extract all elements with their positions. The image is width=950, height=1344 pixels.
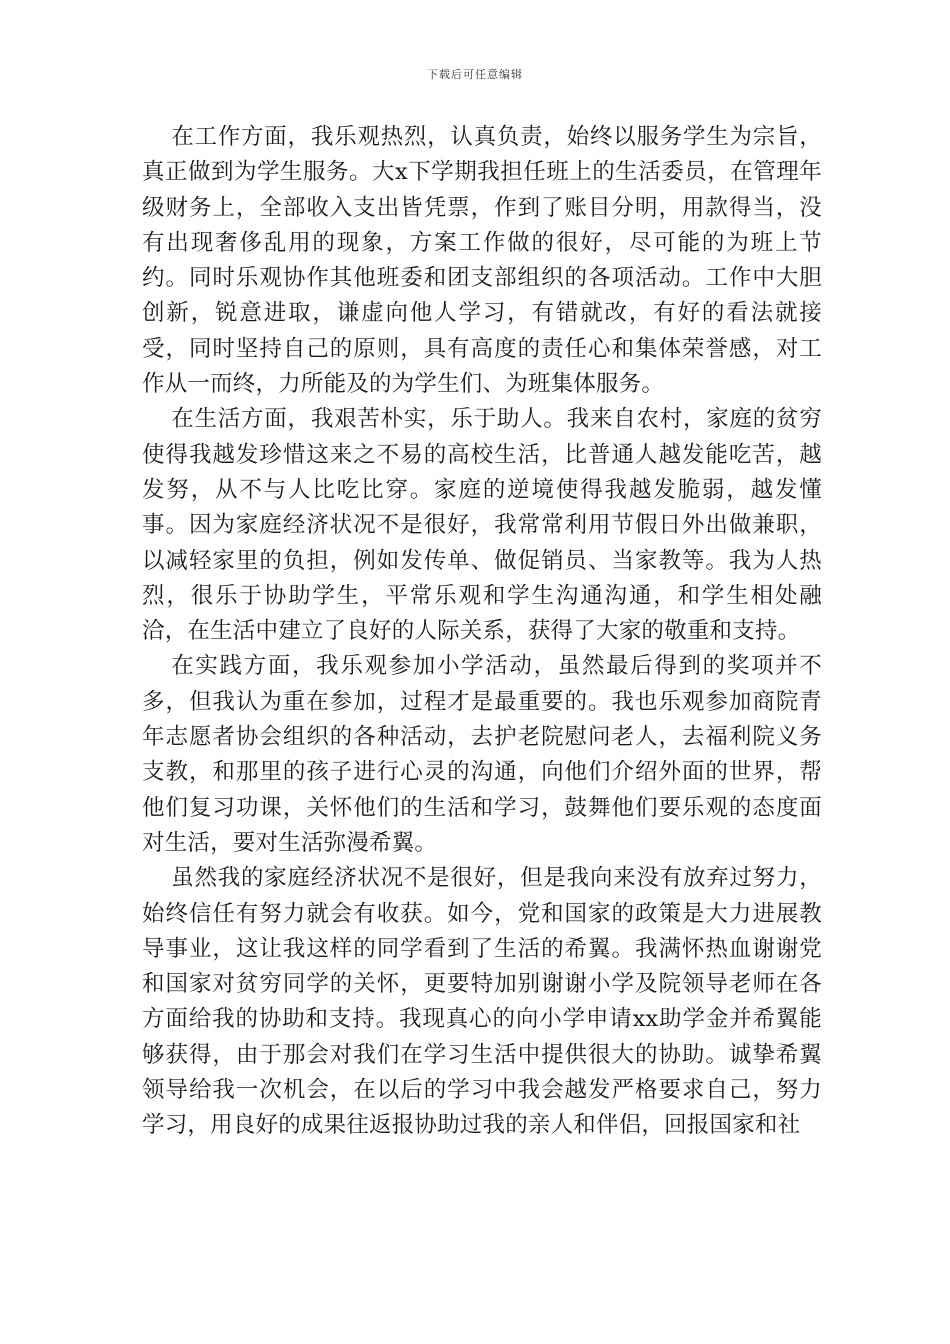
paragraph-application: 虽然我的家庭经济状况不是很好，但是我向来没有放弃过努力，始终信任有努力就会有收获。如今，党和国家的政策是大力进展教导事业，这让我这样的同学看到了生活的希翼。我满怀热血谢谢党和国家对贫穷同学的关怀，更要特加别谢谢小学及院领导老师在各方面给我的协助和支持。我现真心的向小学申请xx助学金并希翼能够获得，由于那会对我们在学习生活中提供很大的协助。诚挚希翼领导给我一次机会，在以后的学习中我会越发严格要求自己，努力学习，用良好的成果往返报协助过我的亲人和伴侣，回报国家和社 [142,865,822,1139]
paragraph-life: 在生活方面，我艰苦朴实，乐于助人。我来自农村，家庭的贫穷使得我越发珍惜这来之不易的高校生活，比普通人越发能吃苦，越发努，从不与人比吃比穿。家庭的逆境使得我越发脆弱，越发懂事。因为家庭经济状况不是很好，我常常利用节假日外出做兼职，以减轻家里的负担，例如发传单、做促销员、当家教等。我为人热烈，很乐于协助学生，平常乐观和学生沟通沟通，和学生相处融洽，在生活中建立了良好的人际关系，获得了大家的敬重和支持。 [142,406,822,645]
page-header: 下载后可任意编辑 [427,68,523,81]
paragraph-practice: 在实践方面，我乐观参加小学活动，虽然最后得到的奖项并不多，但我认为重在参加，过程才是最重要的。我也乐观参加商院青年志愿者协会组织的各种活动，去护老院慰问老人，去福利院义务支教，和那里的孩子进行心灵的沟通，向他们介绍外面的世界，帮他们复习功课，关怀他们的生活和学习，鼓舞他们要乐观的态度面对生活，要对生活弥漫希翼。 [142,653,822,856]
document-body [142,120,822,1144]
paragraph-work: 在工作方面，我乐观热烈，认真负责，始终以服务学生为宗旨，真正做到为学生服务。大x下学期我担任班上的生活委员，在管理年级财务上，全部收入支出皆凭票，作到了账目分明，用款得当，没有出现奢侈乱用的现象，方案工作做的很好，尽可能的为班上节约。同时乐观协作其他班委和团支部组织的各项活动。工作中大胆创新，锐意进取，谦虚向他人学习，有错就改，有好的看法就接受，同时坚持自己的原则，具有高度的责任心和集体荣誉感，对工作从一而终，力所能及的为学生们、为班集体服务。 [142,124,822,398]
